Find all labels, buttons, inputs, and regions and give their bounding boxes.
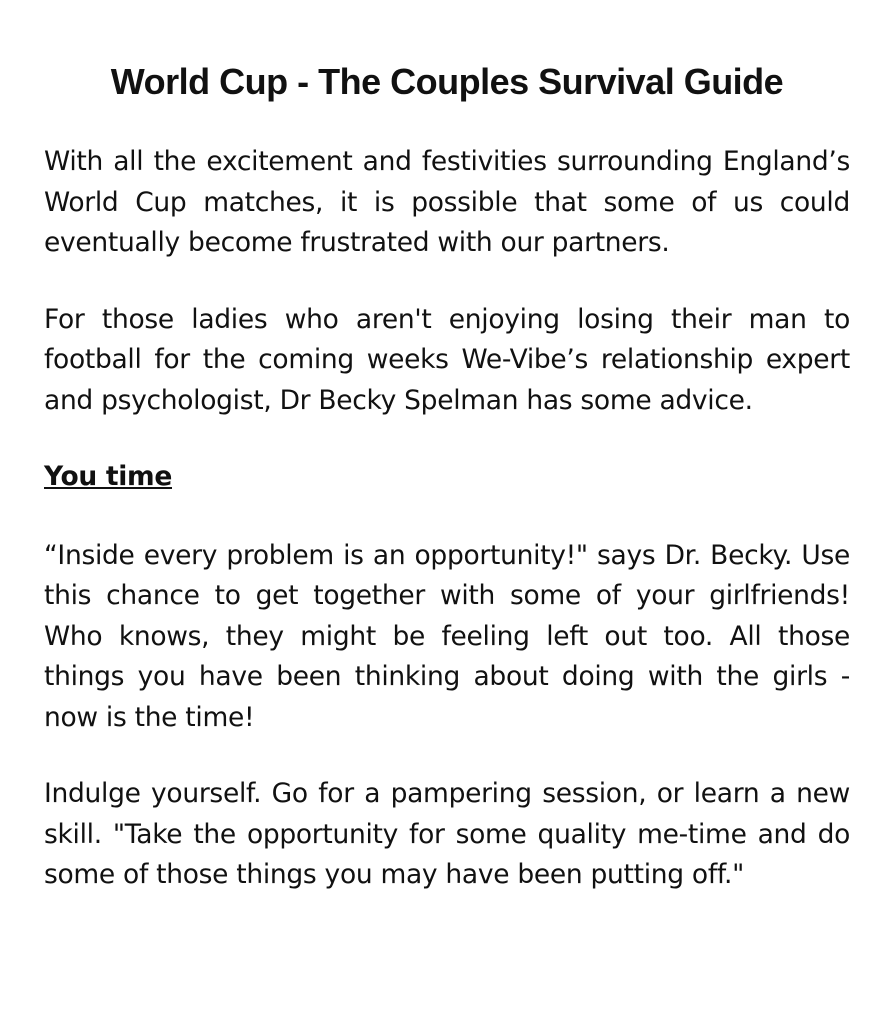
article xyxy=(44,60,850,932)
quote-paragraph: “Inside every problem is an opportunity!" says Dr. Becky. Use this chance to get together with some of your girlfriends! Who knows, they might be feeling left out too. All those things you have been thinking about doing with the girls - now is the time! xyxy=(44,539,850,733)
indulge-paragraph: Indulge yourself. Go for a pampering session, or learn a new skill. "Take the opportunity for some quality me-time and do some of those things you may have been putting off." xyxy=(44,778,850,890)
page-title: World Cup - The Couples Survival Guide xyxy=(110,61,784,102)
advice-paragraph: For those ladies who aren't enjoying losing their man to football for the coming weeks We-Vibe’s relationship expert and psychologist, Dr Becky Spelman has some advice. xyxy=(44,303,850,416)
intro-paragraph: With all the excitement and festivities surrounding England’s World Cup matches, it is possible that some of us could eventually become frustrated with our partners. xyxy=(44,146,850,258)
section-heading: You time xyxy=(44,461,172,492)
